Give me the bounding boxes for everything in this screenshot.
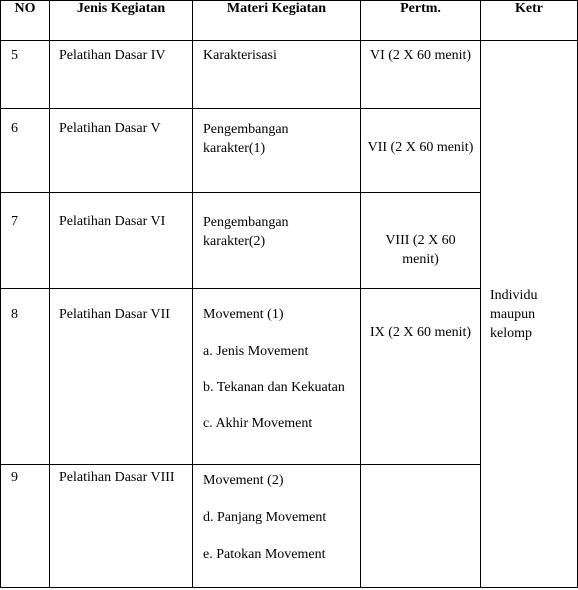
material-item: Pengembangan karakter(2)	[203, 215, 289, 249]
activity-type: Pelatihan Dasar V	[59, 121, 161, 136]
activity-type: Pelatihan Dasar IV	[59, 48, 166, 63]
session-info: IX (2 X 60 menit)	[369, 325, 472, 340]
material-item: e. Patokan Movement	[203, 547, 326, 562]
cell-materi	[193, 109, 361, 193]
cell-no	[1, 289, 50, 465]
header-materi-kegiatan: Materi Kegiatan	[193, 1, 361, 41]
cell-no	[1, 41, 50, 109]
cell-pertm	[361, 193, 481, 289]
cell-materi	[193, 289, 361, 465]
cell-materi	[193, 465, 361, 588]
cell-jenis	[50, 109, 193, 193]
cell-jenis	[50, 465, 193, 588]
row-number: 9	[11, 470, 18, 485]
cell-materi	[193, 41, 361, 109]
cell-pertm	[361, 465, 481, 588]
cell-no	[1, 109, 50, 193]
material-item: c. Akhir Movement	[203, 416, 313, 431]
activity-type: Pelatihan Dasar VII	[59, 307, 170, 322]
cell-no	[1, 465, 50, 588]
cell-jenis	[50, 41, 193, 109]
header-keterangan: Ketr	[481, 1, 578, 41]
table-row	[1, 41, 578, 109]
row-number: 8	[11, 307, 18, 322]
session-info: VI (2 X 60 menit)	[369, 48, 472, 63]
header-jenis-kegiatan: Jenis Kegiatan	[50, 1, 193, 41]
activity-type: Pelatihan Dasar VIII	[59, 470, 175, 485]
material-item: b. Tekanan dan Kekuatan	[203, 380, 345, 395]
cell-pertm	[361, 289, 481, 465]
row-number: 5	[11, 48, 18, 63]
row-number: 6	[11, 121, 18, 136]
material-item: a. Jenis Movement	[203, 344, 309, 359]
activity-type: Pelatihan Dasar VI	[59, 214, 166, 229]
session-info: VII (2 X 60 menit)	[367, 140, 474, 155]
material-item: d. Panjang Movement	[203, 510, 327, 525]
cell-jenis	[50, 289, 193, 465]
cell-jenis	[50, 193, 193, 289]
header-row	[1, 1, 578, 41]
material-item: Pengembangan karakter(1)	[203, 122, 289, 156]
session-info: VIII (2 X 60 menit)	[385, 233, 456, 267]
cell-pertm	[361, 109, 481, 193]
cell-keterangan	[481, 41, 578, 588]
keterangan-value: Individu maupun kelomp	[490, 287, 538, 341]
row-number: 7	[11, 214, 18, 229]
header-no: NO	[1, 1, 50, 41]
cell-pertm	[361, 41, 481, 109]
material-item: Movement (1)	[203, 307, 284, 322]
header-pertemuan: Pertm.	[361, 1, 481, 41]
cell-materi	[193, 193, 361, 289]
cell-no	[1, 193, 50, 289]
material-item: Movement (2)	[203, 473, 284, 488]
material-item: Karakterisasi	[203, 48, 277, 63]
